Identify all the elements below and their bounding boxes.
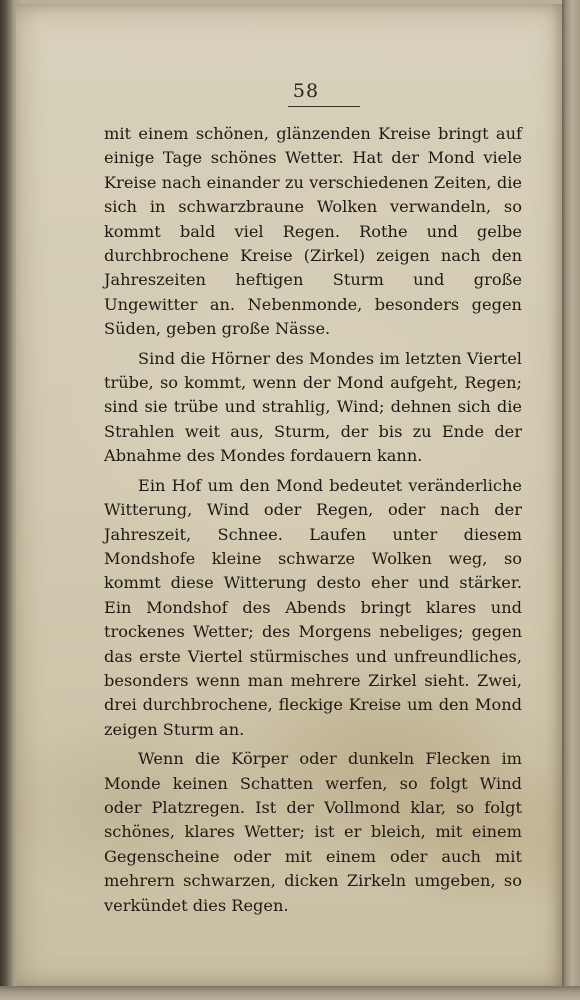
page-number-rule xyxy=(288,106,360,107)
next-page-edge xyxy=(562,0,580,1000)
paragraph-1: mit einem schönen, glänzenden Kreise bringt auf einige Tage schönes Wetter. Hat der Mond viele Kreise nach einander zu verschiedenen Zeiten, die sich in schwarzbraune Wolken verwandeln, so kommt bald viel Regen. Rothe und gelbe durchbrochene Kreise (Zirkel) zeigen nach den Jahreszeiten heftigen Sturm und große Ungewitter an. Nebenmonde, besonders gegen Süden, geben große Nässe. xyxy=(104,124,522,339)
paragraph-4: Wenn die Körper oder dunkeln Flecken im Monde keinen Schatten werfen, so folgt Wind oder Platzregen. Ist der Vollmond klar, so folgt schönes, klares Wetter; ist er bleich, mit einem Gegenscheine oder mit einem oder auch mit mehrern schwarzen, dicken Zirkeln umgeben, so verkündet dies Regen. xyxy=(104,749,522,915)
page-number: 58 xyxy=(292,80,320,102)
body-text xyxy=(104,122,522,918)
paper-sheet xyxy=(16,4,564,988)
paragraph-2: Sind die Hörner des Mondes im letzten Viertel trübe, so kommt, wenn der Mond aufgeht, Regen; sind sie trübe und strahlig, Wind; dehnen sich die Strahlen weit aus, Sturm, der bis zu Ende der Abnahme des Mondes fordauern kann. xyxy=(104,348,522,466)
paragraph-3: Ein Hof um den Mond bedeutet veränderliche Witterung, Wind oder Regen, oder nach der Jahreszeit, Schnee. Laufen unter diesem Mondshofe kleine schwarze Wolken weg, so kommt diese Witterung desto eher und stärker. Ein Mondshof des Abends bringt klares und trockenes Wetter; des Morgens nebeliges; gegen das erste Viertel stürmisches und unfreundliches, besonders wenn man mehrere Zirkel sieht. Zwei, drei durchbrochene, fleckige Kreise um den Mond zeigen Sturm an. xyxy=(104,475,522,739)
bottom-page-edge xyxy=(0,986,580,1000)
